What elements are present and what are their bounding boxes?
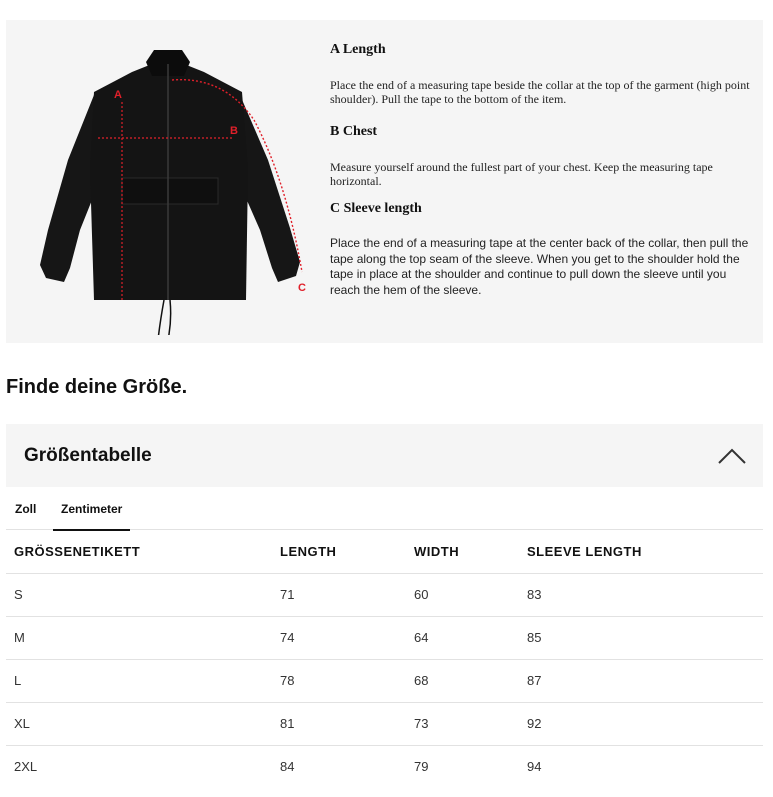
tab-zentimeter[interactable]: Zentimeter <box>61 502 122 530</box>
column-header-length: LENGTH <box>272 530 406 573</box>
sleeve-length-cell: 92 <box>519 702 763 745</box>
jacket-illustration <box>34 50 324 335</box>
label-a: A <box>114 89 122 101</box>
size-label-cell: 2XL <box>14 759 38 775</box>
table-row <box>6 573 763 616</box>
length-cell: 78 <box>272 659 406 702</box>
column-header-size-label: GRÖSSENETIKETT <box>6 530 272 573</box>
jacket-drawstring <box>158 300 171 335</box>
table-row <box>6 616 763 659</box>
unit-tabs <box>6 495 763 530</box>
sleeve-heading: C Sleeve length <box>330 201 422 216</box>
label-b: B <box>230 125 238 137</box>
length-cell: 71 <box>272 573 406 616</box>
find-size-title: Finde deine Größe. <box>6 376 188 398</box>
sleeve-text: Place the end of a measuring tape at the center back of the collar, then pull the tape along the top seam of the sleeve. When you get to the shoulder hold the tape in place at the shoulder and continue to pull down the sleeve until you reach the hem of the sleeve. <box>330 236 749 297</box>
length-section <box>330 42 750 106</box>
length-cell: 81 <box>272 702 406 745</box>
sleeve-length-cell: 85 <box>519 616 763 659</box>
chevron-up-icon[interactable] <box>717 446 747 466</box>
jacket-illustration-svg <box>34 50 324 335</box>
jacket-waistband <box>122 178 218 204</box>
width-cell: 73 <box>406 702 519 745</box>
size-label-cell: L <box>6 659 272 702</box>
chest-heading: B Chest <box>330 124 378 139</box>
table-row <box>6 745 763 788</box>
sleeve-length-cell: 83 <box>519 573 763 616</box>
size-label-cell: S <box>6 573 272 616</box>
label-c: C <box>298 282 306 294</box>
length-heading: A Length <box>330 42 386 57</box>
chest-section <box>330 124 750 188</box>
sleeve-length-cell: 87 <box>519 659 763 702</box>
size-label-cell: M <box>6 616 272 659</box>
size-chart-accordion[interactable] <box>6 424 763 487</box>
width-cell: 79 <box>414 759 429 775</box>
tab-zoll[interactable]: Zoll <box>15 502 37 516</box>
size-label-cell: XL <box>6 702 272 745</box>
length-cell: 74 <box>272 616 406 659</box>
column-header-width: WIDTH <box>406 530 519 573</box>
width-cell: 64 <box>406 616 519 659</box>
table-header-row <box>6 530 763 573</box>
sleeve-length-cell: 94 <box>527 759 542 775</box>
length-cell: 84 <box>280 759 295 775</box>
size-table <box>6 530 763 788</box>
chest-text: Measure yourself around the fullest part of your chest. Keep the measuring tape horizontal. <box>330 160 713 188</box>
column-header-sleeve-length: SLEEVE LENGTH <box>519 530 763 573</box>
table-row <box>6 659 763 702</box>
sleeve-section <box>330 201 750 298</box>
width-cell: 60 <box>406 573 519 616</box>
measurement-guide-panel <box>6 20 763 343</box>
length-text: Place the end of a measuring tape beside the collar at the top of the garment (high point shoulder). Pull the tape to the bottom of the item. <box>330 78 750 106</box>
size-chart-title: Größentabelle <box>24 445 152 466</box>
table-row <box>6 702 763 745</box>
width-cell: 68 <box>406 659 519 702</box>
